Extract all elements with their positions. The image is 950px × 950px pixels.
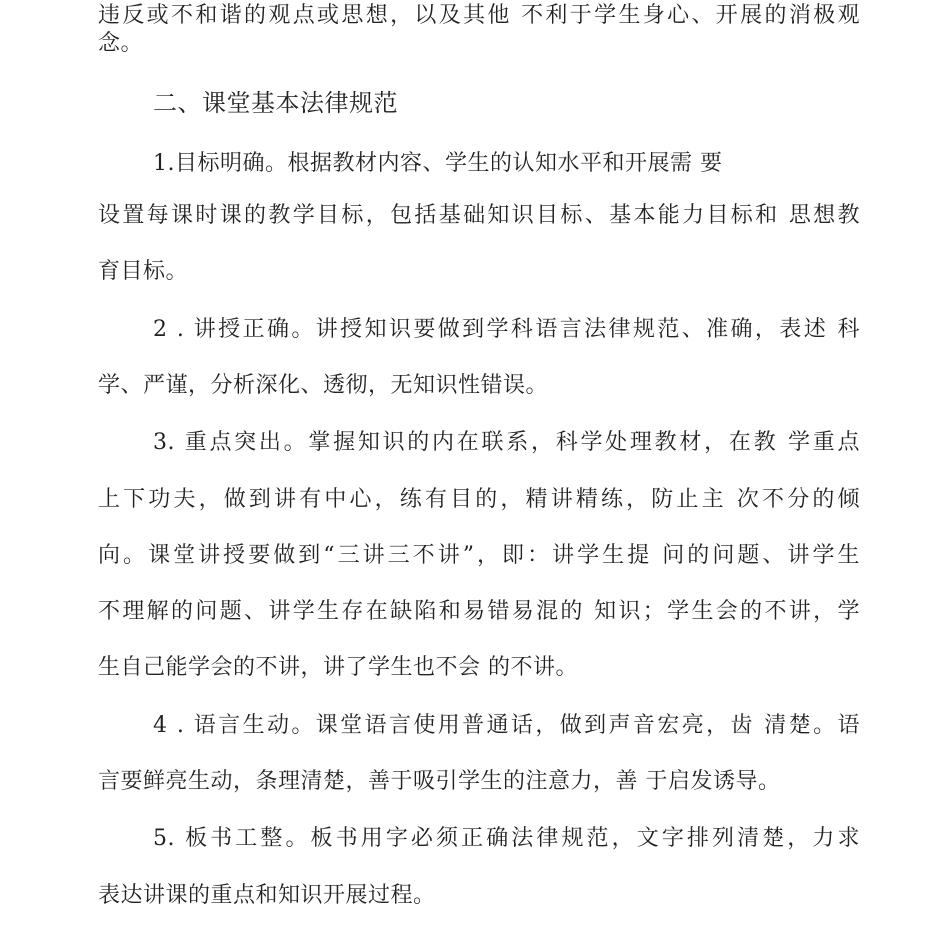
item-3-line-1: 3. 重点突出。掌握知识的内在联系，科学处理教材，在教 学重点	[153, 430, 860, 455]
section-heading: 二、课堂基本法律规范	[153, 89, 398, 117]
item-1-line-3: 育目标。	[98, 259, 189, 284]
item-3-line-4: 不理解的问题、讲学生存在缺陷和易错易混的 知识；学生会的不讲，学	[98, 599, 860, 624]
intro-line-2: 念。	[98, 31, 144, 56]
intro-line-1: 违反或不和谐的观点或思想，以及其他 不利于学生身心、开展的消极观	[98, 3, 860, 28]
item-2-line-1: 2 . 讲授正确。讲授知识要做到学科语言法律规范、准确，表述 科	[153, 317, 860, 342]
item-3-line-5: 生自己能学会的不讲，讲了学生也不会 的不讲。	[98, 655, 578, 680]
item-4-line-1: 4 . 语言生动。课堂语言使用普通话，做到声音宏亮，齿 清楚。语	[153, 713, 860, 738]
item-2-line-2: 学、严谨，分析深化、透彻，无知识性错误。	[98, 373, 549, 398]
item-3-line-3: 向。课堂讲授要做到“三讲三不讲”，即：讲学生提 问的问题、讲学生	[98, 543, 860, 568]
item-1-line-1: 1.目标明确。根据教材内容、学生的认知水平和开展需 要	[153, 151, 723, 176]
item-1-line-2: 设置每课时课的教学目标，包括基础知识目标、基本能力目标和 思想教	[98, 203, 860, 228]
item-3-line-2: 上下功夫，做到讲有中心，练有目的，精讲精练，防止主 次不分的倾	[98, 487, 860, 512]
item-5-line-1: 5. 板书工整。板书用字必须正确法律规范，文字排列清楚，力求	[153, 826, 860, 851]
item-4-line-2: 言要鲜亮生动，条理清楚，善于吸引学生的注意力，善 于启发诱导。	[98, 769, 781, 794]
item-5-line-2: 表达讲课的重点和知识开展过程。	[98, 883, 436, 908]
